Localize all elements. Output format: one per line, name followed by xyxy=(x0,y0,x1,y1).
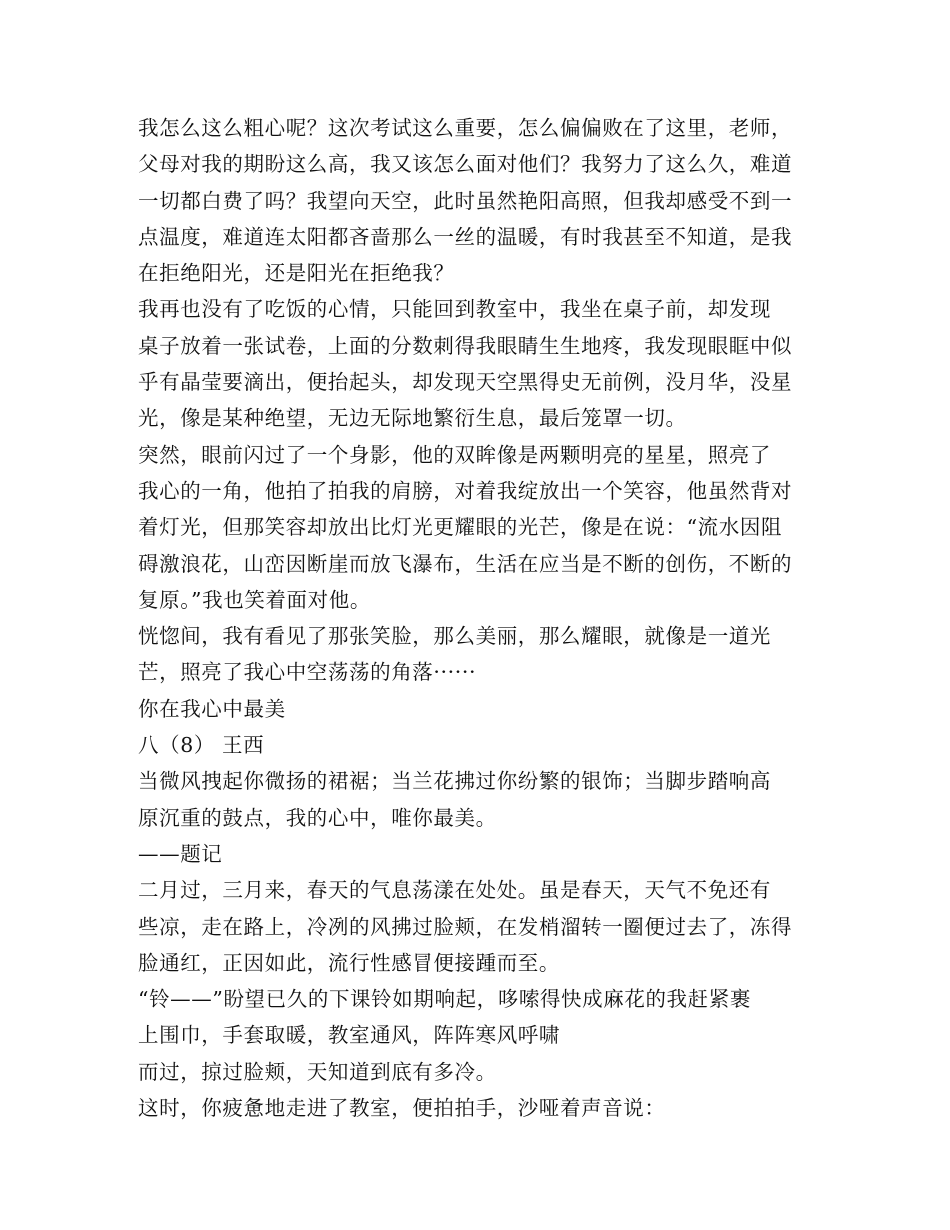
text-line: 突然，眼前闪过了一个身影，他的双眸像是两颗明亮的星星，照亮了 xyxy=(138,442,771,467)
text-line: 乎有晶莹要滴出，便抬起头，却发现天空黑得史无前例，没月华，没星 xyxy=(138,370,793,395)
text-line: “铃——”盼望已久的下课铃如期响起，哆嗦得快成麻花的我赶紧裹 xyxy=(138,987,751,1012)
text-line: 恍惚间，我有看见了那张笑脸，那么美丽，那么耀眼，就像是一道光 xyxy=(138,624,771,649)
text-line: 桌子放着一张试卷，上面的分数刺得我眼睛生生地疼，我发现眼眶中似 xyxy=(138,333,793,358)
text-line: 我心的一角，他拍了拍我的肩膀，对着我绽放出一个笑容，他虽然背对 xyxy=(138,478,793,503)
text-line: 当微风拽起你微扬的裙裾；当兰花拂过你纷繁的银饰；当脚步踏响高 xyxy=(138,769,771,794)
text-line: 碍激浪花，山峦因断崖而放飞瀑布，生活在应当是不断的创伤，不断的 xyxy=(138,551,793,576)
document-body xyxy=(138,110,818,1126)
text-line: 而过，掠过脸颊，天知道到底有多冷。 xyxy=(138,1059,497,1084)
text-line: 原沉重的鼓点，我的心中，唯你最美。 xyxy=(138,805,497,830)
text-line: 父母对我的期盼这么高，我又该怎么面对他们？我努力了这么久，难道 xyxy=(138,152,793,177)
text-line: 我再也没有了吃饭的心情，只能回到教室中，我坐在桌子前，却发现 xyxy=(138,297,771,322)
text-line: 二月过，三月来，春天的气息荡漾在处处。虽是春天，天气不免还有 xyxy=(138,878,771,903)
text-line: 着灯光，但那笑容却放出比灯光更耀眼的光芒，像是在说：“流水因阻 xyxy=(138,515,783,540)
essay-title: 你在我心中最美 xyxy=(138,696,286,721)
text-line: 我怎么这么粗心呢？这次考试这么重要，怎么偏偏败在了这里，老师， xyxy=(138,116,793,140)
text-line: 复原。”我也笑着面对他。 xyxy=(138,587,371,612)
text-line: 点温度，难道连太阳都吝啬那么一丝的温暖，有时我甚至不知道，是我 xyxy=(138,224,793,249)
text-line: 些凉，走在路上，冷冽的风拂过脸颊，在发梢溜转一圈便过去了，冻得 xyxy=(138,914,793,939)
epigraph-label: ——题记 xyxy=(138,841,223,866)
text-line: 芒，照亮了我心中空荡荡的角落······ xyxy=(138,660,477,685)
essay-author: 八（8） 王西 xyxy=(138,733,265,758)
text-line: 脸通红，正因如此，流行性感冒便接踵而至。 xyxy=(138,950,560,975)
text-line: 光，像是某种绝望，无边无际地繁衍生息，最后笼罩一切。 xyxy=(138,406,687,431)
text-line: 上围巾，手套取暖，教室通风，阵阵寒风呼啸 xyxy=(138,1023,560,1048)
text-line: 一切都白费了吗？我望向天空，此时虽然艳阳高照，但我却感受不到一 xyxy=(138,188,793,213)
text-line: 这时，你疲惫地走进了教室，便拍拍手，沙哑着声音说： xyxy=(138,1096,666,1121)
text-line: 在拒绝阳光，还是阳光在拒绝我？ xyxy=(138,261,455,286)
